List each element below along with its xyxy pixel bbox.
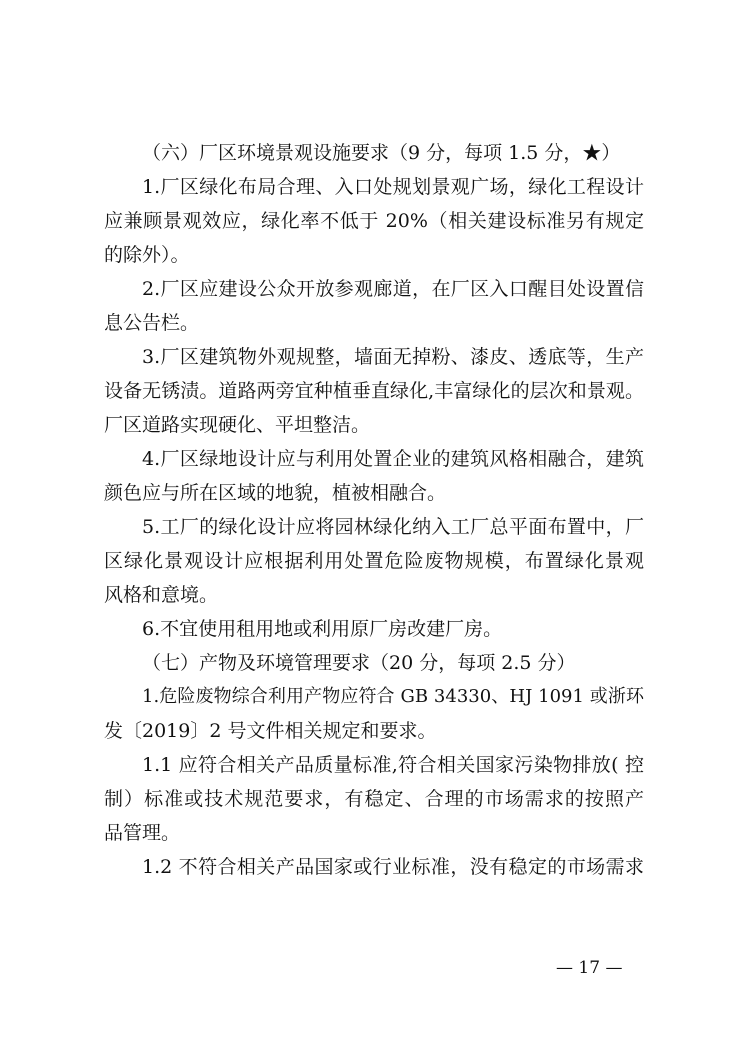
text-line: 4.厂区绿地设计应与利用处置企业的建筑风格相融合，建筑 (142, 448, 644, 470)
text-line: 颜色应与所在区域的地貌，植被相融合。 (104, 482, 447, 504)
text-line: 发〔2019〕2 号文件相关规定和要求。 (104, 720, 437, 742)
document-body (104, 136, 644, 884)
text-line: 厂区道路实现硬化、平坦整洁。 (104, 414, 371, 436)
text-line: 2.厂区应建设公众开放参观廊道，在厂区入口醒目处设置信 (142, 278, 644, 300)
text-line: 息公告栏。 (104, 312, 200, 334)
text-line: 1.1 应符合相关产品质量标准,符合相关国家污染物排放( 控 (142, 754, 644, 776)
text-line: （六）厂区环境景观设施要求（9 分，每项 1.5 分，★） (142, 142, 621, 164)
text-line: 设备无锈渍。道路两旁宜种植垂直绿化,丰富绿化的层次和景观。 (104, 380, 644, 402)
text-line: 制）标准或技术规范要求，有稳定、合理的市场需求的按照产 (104, 788, 644, 810)
text-line: 3.厂区建筑物外观规整，墙面无掉粉、漆皮、透底等，生产 (142, 346, 644, 368)
page-number: — 17 — (556, 958, 623, 978)
text-line: 应兼顾景观效应，绿化率不低于 20%（相关建设标准另有规定 (104, 210, 644, 232)
text-line: 1.2 不符合相关产品国家或行业标准，没有稳定的市场需求 (142, 856, 644, 878)
text-line: 6.不宜使用租用地或利用原厂房改建厂房。 (142, 618, 503, 640)
text-line: 1.危险废物综合利用产物应符合 GB 34330、HJ 1091 或浙环 (142, 686, 644, 707)
text-line: 5.工厂的绿化设计应将园林绿化纳入工厂总平面布置中，厂 (142, 516, 644, 538)
text-line: 品管理。 (104, 822, 181, 844)
text-line: 区绿化景观设计应根据利用处置危险废物规模，布置绿化景观 (104, 550, 644, 572)
text-line: 风格和意境。 (104, 584, 219, 606)
text-line: 1.厂区绿化布局合理、入口处规划景观广场，绿化工程设计 (142, 176, 644, 198)
text-line: （七）产物及环境管理要求（20 分，每项 2.5 分） (142, 652, 576, 674)
text-line: 的除外）。 (104, 244, 190, 266)
